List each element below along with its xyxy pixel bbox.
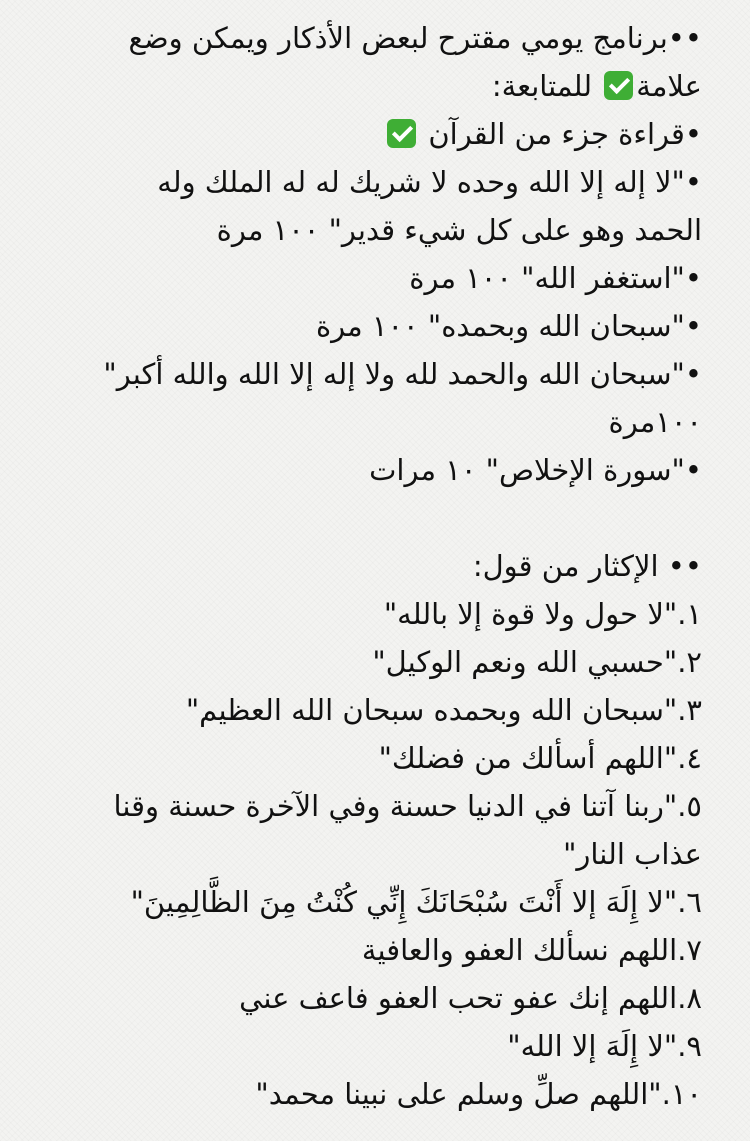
program-item-baqiyat-cont: ١٠٠مرة	[608, 405, 702, 439]
extra-item-5-cont: عذاب النار"	[563, 837, 702, 871]
intro-line-1: ••برنامج يومي مقترح لبعض الأذكار ويمكن وضع	[128, 21, 702, 55]
extra-item-3: ٣."سبحان الله وبحمده سبحان الله العظيم"	[185, 693, 702, 727]
program-item-quran-text: •قراءة جزء من القرآن	[419, 117, 702, 151]
program-item-istighfar: •"استغفر الله" ١٠٠ مرة	[409, 261, 702, 295]
program-item-tahlil: •"لا إله إلا الله وحده لا شريك له له الملك وله	[157, 165, 702, 199]
extra-title: •• الإكثار من قول:	[472, 549, 702, 583]
program-item-quran	[26, 110, 702, 158]
extra-item-9: ٩."لا إِلَهَ إلا الله"	[507, 1029, 702, 1063]
intro-line-2-end: للمتابعة:	[491, 69, 602, 103]
program-item-baqiyat: •"سبحان الله والحمد لله ولا إله إلا الله والله أكبر"	[103, 357, 702, 391]
extra-item-8: ٨.اللهم إنك عفو تحب العفو فاعف عني	[239, 981, 702, 1015]
extra-item-7: ٧.اللهم نسألك العفو والعافية	[361, 933, 702, 967]
program-item-ikhlas: •"سورة الإخلاص" ١٠ مرات	[369, 453, 702, 487]
extra-item-2: ٢."حسبي الله ونعم الوكيل"	[372, 645, 702, 679]
extra-item-6: ٦."لا إِلَهَ إلا أَنْتَ سُبْحَانَكَ إِنِّي كُنْتُ مِنَ الظَّالِمِينَ"	[130, 885, 702, 919]
check-mark-icon	[387, 119, 416, 148]
program-item-tasbih: •"سبحان الله وبحمده" ١٠٠ مرة	[315, 309, 702, 343]
extra-item-10: ١٠."اللهم صلِّ وسلم على نبينا محمد"	[255, 1077, 702, 1111]
extra-item-1: ١."لا حول ولا قوة إلا بالله"	[383, 597, 702, 631]
extra-item-5: ٥."ربنا آتنا في الدنيا حسنة وفي الآخرة حسنة وقنا	[113, 789, 702, 823]
intro-line-2-start: علامة	[636, 69, 702, 103]
check-mark-icon	[604, 71, 633, 100]
blank-line	[26, 494, 702, 542]
extra-item-4: ٤."اللهم أسألك من فضلك"	[378, 741, 702, 775]
intro-line-2	[26, 62, 702, 110]
program-item-tahlil-cont: الحمد وهو على كل شيء قدير" ١٠٠ مرة	[216, 213, 702, 247]
